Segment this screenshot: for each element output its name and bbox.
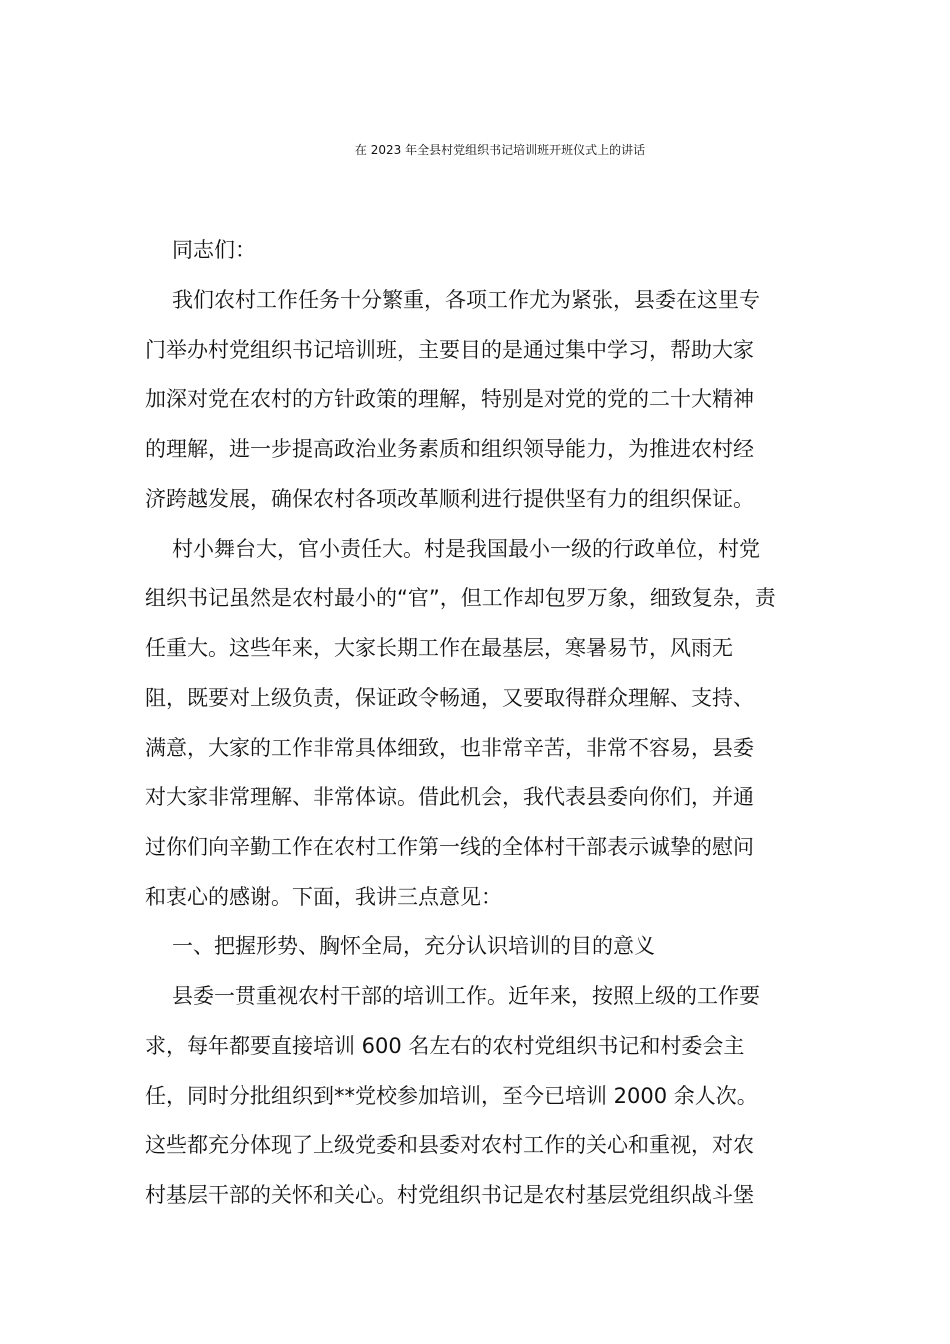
paragraph-line: 这些都充分体现了上级党委和县委对农村工作的关心和重视，对农 [145,1133,754,1157]
salutation-line: 同志们： [172,238,256,262]
paragraph-line: 门举办村党组织书记培训班，主要目的是通过集中学习，帮助大家 [145,338,754,362]
paragraph-line: 加深对党在农村的方针政策的理解，特别是对党的党的二十大精神 [145,387,754,411]
paragraph-line: 任重大。这些年来，大家长期工作在最基层，寒暑易节，风雨无 [145,636,733,660]
paragraph-line: 济跨越发展，确保农村各项改革顺利进行提供坚有力的组织保证。 [145,487,754,511]
paragraph-line: 过你们向辛勤工作在农村工作第一线的全体村干部表示诚挚的慰问 [145,835,754,859]
paragraph-line: 村小舞台大，官小责任大。村是我国最小一级的行政单位，村党 [172,537,760,561]
paragraph-line: 县委一贯重视农村干部的培训工作。近年来，按照上级的工作要 [172,984,760,1008]
paragraph-line: 组织书记虽然是农村最小的“官”，但工作却包罗万象，细致复杂，责 [145,586,776,610]
paragraph-line: 对大家非常理解、非常体谅。借此机会，我代表县委向你们，并通 [145,785,754,809]
paragraph-line: 满意，大家的工作非常具体细致，也非常辛苦，非常不容易，县委 [145,736,754,760]
paragraph-line: 和衷心的感谢。下面，我讲三点意见： [145,885,502,909]
document-title: 在 2023 年全县村党组织书记培训班开班仪式上的讲话 [354,143,646,157]
paragraph-line: 我们农村工作任务十分繁重，各项工作尤为紧张，县委在这里专 [172,288,760,312]
paragraph-line: 任，同时分批组织到**党校参加培训，至今已培训 2000 余人次。 [145,1084,758,1108]
paragraph-line: 求，每年都要直接培训 600 名左右的农村党组织书记和村委会主 [145,1034,745,1058]
paragraph-line: 村基层干部的关怀和关心。村党组织书记是农村基层党组织战斗堡 [145,1183,754,1207]
paragraph-line: 的理解，进一步提高政治业务素质和组织领导能力，为推进农村经 [145,437,754,461]
section-heading: 一、把握形势、胸怀全局，充分认识培训的目的意义 [172,934,655,958]
paragraph-line: 阻，既要对上级负责，保证政令畅通，又要取得群众理解、支持、 [145,686,754,710]
